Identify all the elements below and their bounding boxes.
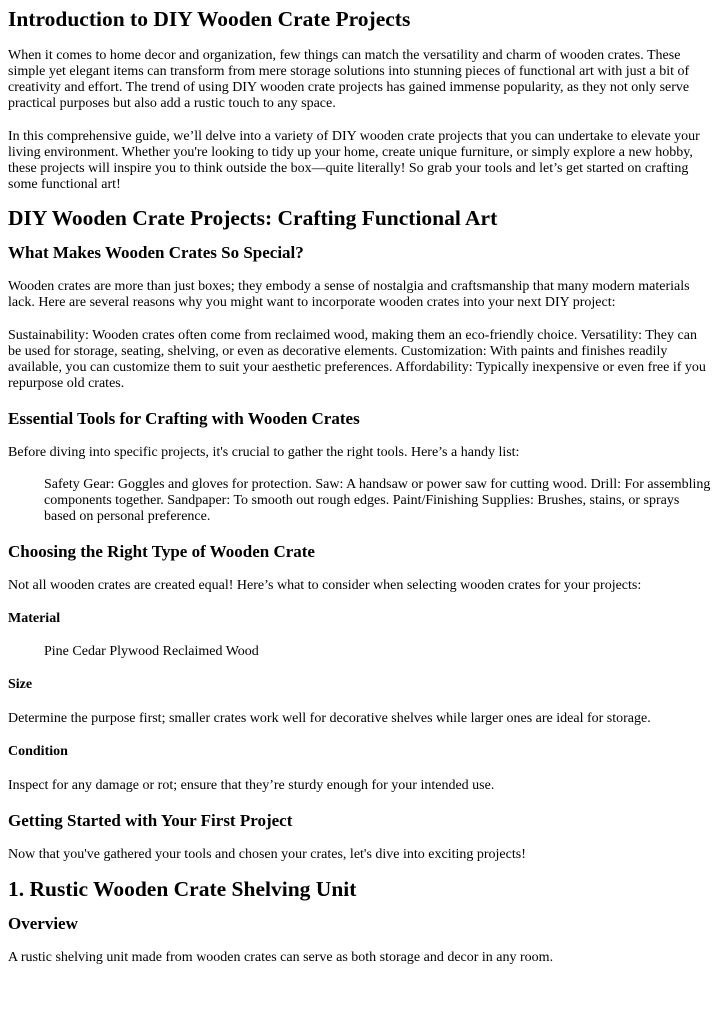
getting-started-heading: Getting Started with Your First Project — [8, 811, 293, 830]
condition-heading: Condition — [8, 744, 68, 759]
special-paragraph-1: Wooden crates are more than just boxes; they embody a sense of nostalgia and craftsmanship that many modern materials lack. Here are several reasons why you might want to incorporate wooden crates into your next DIY project: — [8, 279, 690, 310]
project-1-title: 1. Rustic Wooden Crate Shelving Unit — [8, 877, 357, 901]
page-title: Introduction to DIY Wooden Crate Projects — [8, 7, 411, 31]
special-heading: What Makes Wooden Crates So Special? — [8, 243, 304, 262]
size-heading: Size — [8, 677, 33, 692]
condition-text: Inspect for any damage or rot; ensure that they’re sturdy enough for your intended use. — [8, 778, 495, 793]
tools-heading: Essential Tools for Crafting with Wooden Crates — [8, 409, 360, 428]
tools-paragraph: Before diving into specific projects, it's crucial to gather the right tools. Here’s a handy list: — [8, 445, 520, 460]
getting-started-paragraph: Now that you've gathered your tools and chosen your crates, let's dive into exciting projects! — [8, 847, 526, 862]
choosing-heading: Choosing the Right Type of Wooden Crate — [8, 542, 315, 561]
section-title: DIY Wooden Crate Projects: Crafting Functional Art — [8, 206, 498, 230]
size-text: Determine the purpose first; smaller crates work well for decorative shelves while larger ones are ideal for storage. — [8, 711, 651, 726]
article — [0, 6, 720, 966]
overview-text: A rustic shelving unit made from wooden crates can serve as both storage and decor in any room. — [8, 950, 554, 965]
material-heading: Material — [8, 611, 61, 626]
intro-paragraph-1: When it comes to home decor and organization, few things can match the versatility and charm of wooden crates. These simple yet elegant items can transform from mere storage solutions into stunning pieces of functional art with just a bit of creativity and effort. The trend of using DIY wooden crate projects has gained immense popularity, as they not only serve practical purposes but also add a rustic touch to any space. — [8, 48, 690, 111]
choosing-paragraph: Not all wooden crates are created equal! Here’s what to consider when selecting wooden crates for your projects: — [8, 578, 642, 593]
special-paragraph-2: Sustainability: Wooden crates often come from reclaimed wood, making them an eco-friendly choice. Versatility: They can be used for storage, seating, shelving, or even as decorative elements. Customization: With paints and finishes readily available, you can customize them to suit your aesthetic preferences. Affordability: Typically inexpensive or even free if you repurpose old crates. — [8, 328, 706, 391]
overview-heading: Overview — [8, 914, 78, 933]
tools-list: Safety Gear: Goggles and gloves for protection. Saw: A handsaw or power saw for cutting wood. Drill: For assembling components together. Sandpaper: To smooth out rough edges. Paint/Finishing Supplies: Brushes, stains, or sprays based on personal preference. — [44, 477, 711, 524]
intro-paragraph-2: In this comprehensive guide, we’ll delve into a variety of DIY wooden crate projects that you can undertake to elevate your living environment. Whether you're looking to tidy up your home, create unique furniture, or simply explore a new hobby, these projects will inspire you to think outside the box—quite literally! So grab your tools and let’s get started on crafting some functional art! — [8, 129, 700, 192]
material-list: Pine Cedar Plywood Reclaimed Wood — [44, 644, 259, 659]
